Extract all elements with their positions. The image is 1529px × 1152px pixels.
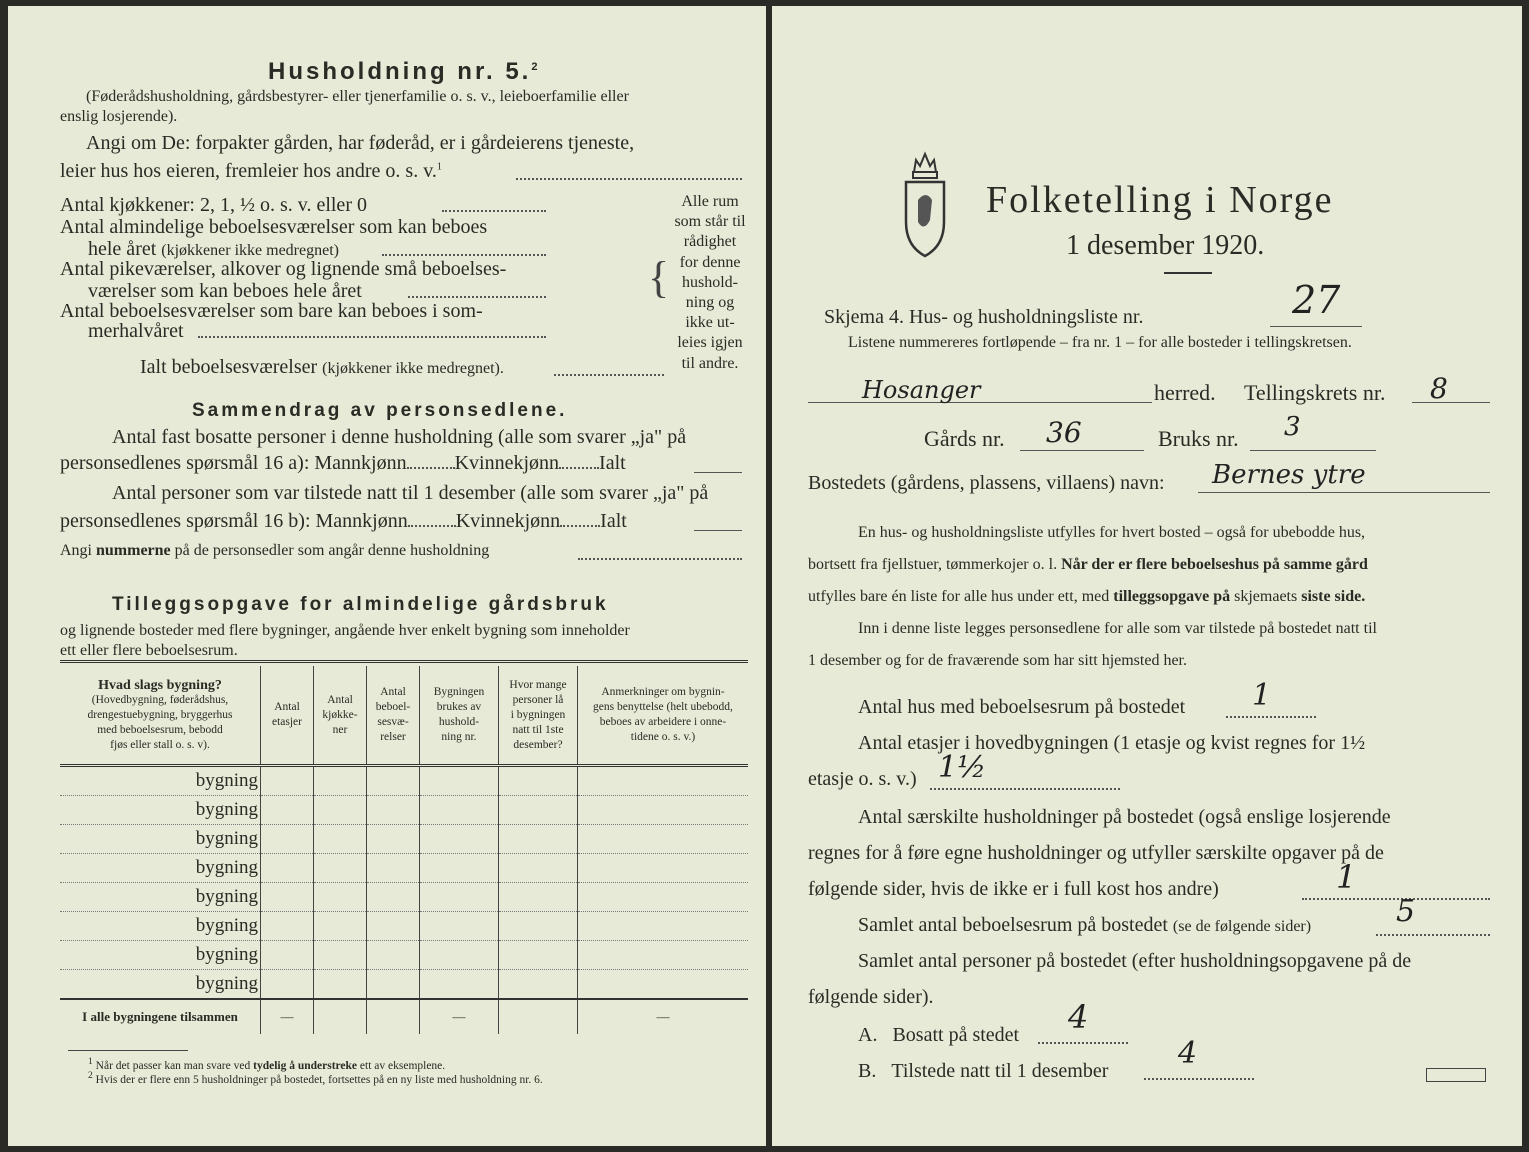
samlet-pers-label-1: Samlet antal personer på bostedet (efter husholdningsopgavene på de bbox=[858, 950, 1412, 972]
row-label: bygning bbox=[60, 825, 261, 854]
household-paren-2: enslig losjerende). bbox=[60, 108, 178, 125]
table-row bbox=[60, 912, 748, 941]
instr-line-5: 1 desember og for de fraværende som har sitt hjemsted her. bbox=[808, 652, 1187, 669]
side-note-line: hushold- bbox=[682, 273, 738, 291]
alm-label-1: Antal almindelige beboelsesværelser som kan beboes bbox=[60, 216, 488, 238]
alm-label-2: hele året (kjøkkener ikke medregnet) bbox=[88, 238, 339, 260]
brace: { bbox=[648, 253, 670, 302]
ialt-b-line bbox=[694, 530, 742, 531]
total-dash: — bbox=[578, 999, 749, 1034]
sammendrag-line-4: personsedlenes spørsmål 16 b): Mannkjønn Kvinnekjønn Ialt bbox=[60, 510, 627, 532]
sommer-label-1: Antal beboelsesværelser som bare kan beboes i som- bbox=[60, 300, 483, 322]
etasjer-label-2: etasje o. s. v.) bbox=[808, 768, 917, 790]
etasjer-dots bbox=[930, 788, 1120, 790]
building-table bbox=[60, 666, 748, 1034]
pike-dots bbox=[408, 296, 546, 298]
table-row bbox=[60, 970, 748, 1000]
angi-answer-line bbox=[516, 178, 742, 180]
footnote-2: $^2$ Hvis der er flere enn 5 husholdninger på bostedet, fortsettes på en ny liste med husholdning nr. 6. bbox=[88, 1070, 543, 1086]
bosted-value: Bernes ytre bbox=[1212, 460, 1366, 490]
total-dash: — bbox=[420, 999, 499, 1034]
saer-label-1: Antal særskilte husholdninger på bostedet (også enslige losjerende bbox=[858, 806, 1391, 828]
side-note-line: som står til bbox=[674, 213, 746, 231]
etasjer-label-1: Antal etasjer i hovedbygningen (1 etasje og kvist regnes for 1½ bbox=[858, 732, 1366, 754]
tilstede-dots bbox=[1144, 1078, 1254, 1080]
side-note-line: ikke ut- bbox=[685, 314, 735, 332]
table-total-row bbox=[60, 999, 748, 1034]
bosted-line bbox=[1198, 492, 1490, 493]
saer-label-3: følgende sider, hvis de ikke er i full kost hos andre) bbox=[808, 878, 1219, 900]
side-note-line: for denne bbox=[679, 253, 741, 271]
bosatt-label: A. Bosatt på stedet bbox=[858, 1024, 1020, 1046]
table-top-rule bbox=[60, 660, 748, 663]
instr-line-1: En hus- og husholdningsliste utfylles for hvert bosted – også for ubebodde hus, bbox=[858, 524, 1366, 541]
row-label: bygning bbox=[60, 796, 261, 825]
sammendrag-line-1: Antal fast bosatte personer i denne husholdning (alle som svarer „ja" på bbox=[112, 426, 687, 448]
col-husholdning-nr: Bygningen brukes av hushold- ning nr. bbox=[420, 666, 499, 766]
skjema-label: Skjema 4. Hus- og husholdningsliste nr. bbox=[824, 306, 1144, 328]
skjema-line bbox=[1270, 326, 1362, 327]
instr-line-4: Inn i denne liste legges personsedlene for alle som var tilstede på bostedet natt til bbox=[858, 620, 1377, 637]
ialt-rooms-dots bbox=[554, 374, 664, 376]
household-title: Husholdning nr. 5.$^2$ bbox=[268, 58, 541, 85]
coat-of-arms-icon bbox=[900, 142, 950, 262]
samlet-pers-label-2: følgende sider). bbox=[808, 986, 934, 1008]
instr-line-2: bortsett fra fjellstuer, tømmerkojer o. l. Når der er flere beboelseshus på samme gård bbox=[808, 556, 1368, 573]
pike-label-2: værelser som kan beboes hele året bbox=[88, 280, 362, 302]
table-row bbox=[60, 941, 748, 970]
col-kjokkener: Antal kjøkke- ner bbox=[314, 666, 367, 766]
samlet-rum-value: 5 bbox=[1396, 894, 1416, 929]
gards-value: 36 bbox=[1046, 416, 1082, 449]
angi-nummerne: Angi nummerne på de personsedler som angår denne husholdning bbox=[60, 542, 490, 559]
saer-label-2: regnes for å føre egne husholdninger og utfyller særskilte opgaver på de bbox=[808, 842, 1384, 864]
alm-dots bbox=[382, 254, 546, 256]
footnote-1: $^1$ Når det passer kan man svare ved tydelig å understreke ett av eksemplene. bbox=[88, 1056, 446, 1072]
bosted-label: Bostedets (gårdens, plassens, villaens) navn: bbox=[808, 472, 1165, 494]
tilstede-value: 4 bbox=[1178, 1036, 1198, 1071]
saer-value: 1 bbox=[1336, 858, 1357, 896]
listene-note: Listene nummereres fortløpende – fra nr. 1 – for alle bosteder i tellingskretsen. bbox=[848, 334, 1352, 351]
ialt-rooms-label: Ialt beboelsesværelser (kjøkkener ikke medregnet). bbox=[140, 356, 504, 378]
bruks-label: Bruks nr. bbox=[1158, 426, 1239, 451]
instr-line-3: utfylles bare én liste for alle hus under ett, med tilleggsopgave på skjemaets siste side. bbox=[808, 588, 1366, 605]
col-beboelsesvaerelser: Antal beboel- sesvæ- relser bbox=[367, 666, 420, 766]
printer-stamp bbox=[1426, 1068, 1486, 1082]
gards-label: Gårds nr. bbox=[924, 426, 1005, 451]
main-title: Folketelling i Norge bbox=[986, 179, 1334, 221]
skjema-value: 27 bbox=[1292, 278, 1341, 322]
footnote-rule bbox=[68, 1050, 188, 1051]
samlet-rum-label: Samlet antal beboelsesrum på bostedet (se de følgende sider) bbox=[858, 914, 1312, 936]
col-anmerkninger: Anmerkninger om bygnin- gens benyttelse (helt ubebodd, beboes av arbeidere i onne- tidene o. s. v.) bbox=[578, 666, 749, 766]
tillegg-line-1: og lignende bosteder med flere bygninger, angående hver enkelt bygning som inneholder bbox=[60, 622, 630, 639]
etasjer-value: 1½ bbox=[938, 750, 987, 785]
side-note-line: leies igjen bbox=[677, 334, 743, 352]
total-dash: — bbox=[261, 999, 314, 1034]
col-etasjer: Antal etasjer bbox=[261, 666, 314, 766]
side-note-line: Alle rum bbox=[681, 193, 739, 210]
col-personer: Hvor mange personer lå i bygningen natt til 1ste desember? bbox=[499, 666, 578, 766]
row-label: bygning bbox=[60, 883, 261, 912]
krets-line bbox=[1412, 402, 1490, 403]
table-row bbox=[60, 854, 748, 883]
title-rule bbox=[1164, 272, 1212, 274]
hus-label: Antal hus med beboelsesrum på bostedet bbox=[858, 696, 1186, 718]
side-note bbox=[668, 192, 752, 374]
table-row bbox=[60, 883, 748, 912]
sommer-label-2: merhalvåret bbox=[88, 320, 184, 342]
sommer-dots bbox=[198, 336, 546, 338]
col-building-type: Hvad slags bygning? (Hovedbygning, føderådshus, drengestuebygning, bryggerhus med beboelsesrum, bebodd fjøs eller stall o. s. v). bbox=[60, 666, 261, 766]
row-label: bygning bbox=[60, 854, 261, 883]
kjokken-dots bbox=[442, 210, 546, 212]
tilstede-label: B. Tilstede natt til 1 desember bbox=[858, 1060, 1109, 1082]
right-page bbox=[772, 6, 1522, 1146]
side-note-line: rådighet bbox=[683, 233, 737, 251]
side-note-line: ning og bbox=[685, 294, 735, 312]
herred-value: Hosanger bbox=[862, 376, 981, 404]
bruks-value: 3 bbox=[1284, 412, 1301, 442]
ialt-a-line bbox=[694, 472, 742, 473]
bruks-line bbox=[1250, 450, 1376, 451]
row-label: bygning bbox=[60, 941, 261, 970]
sammendrag-line-3: Antal personer som var tilstede natt til 1 desember (alle som svarer „ja" på bbox=[112, 482, 709, 504]
krets-label: Tellingskrets nr. bbox=[1244, 380, 1386, 405]
sammendrag-line-2: personsedlenes spørsmål 16 a): Mannkjønn Kvinnekjønn Ialt bbox=[60, 452, 626, 474]
bosatt-value: 4 bbox=[1068, 998, 1089, 1036]
row-label: bygning bbox=[60, 766, 261, 796]
sammendrag-title: Sammendrag av personsedlene. bbox=[192, 400, 568, 421]
hus-value: 1 bbox=[1252, 678, 1272, 713]
krets-value: 8 bbox=[1430, 372, 1448, 405]
left-page bbox=[8, 6, 766, 1146]
nummerne-dots bbox=[578, 558, 742, 560]
tillegg-line-2: ett eller flere beboelsesrum. bbox=[60, 642, 238, 659]
row-label: bygning bbox=[60, 970, 261, 1000]
angi-line-2: leier hus hos eieren, fremleier hos andre o. s. v.$^1$ bbox=[60, 160, 442, 182]
table-row bbox=[60, 825, 748, 854]
kjokken-label: Antal kjøkkener: 2, 1, ½ o. s. v. eller 0 bbox=[60, 194, 367, 216]
pike-label-1: Antal pikeværelser, alkover og lignende små beboelses- bbox=[60, 258, 507, 280]
side-note-line: til andre. bbox=[681, 354, 739, 372]
tillegg-title: Tilleggsopgave for almindelige gårdsbruk bbox=[112, 594, 609, 615]
bosatt-dots bbox=[1038, 1042, 1128, 1044]
herred-label: herred. bbox=[1154, 380, 1216, 405]
row-label: bygning bbox=[60, 912, 261, 941]
table-row bbox=[60, 766, 748, 796]
total-label: I alle bygningene tilsammen bbox=[60, 999, 261, 1034]
hus-dots bbox=[1226, 716, 1316, 718]
samlet-rum-dots bbox=[1376, 934, 1490, 936]
angi-line-1: Angi om De: forpakter gården, har føderåd, er i gårdeierens tjeneste, bbox=[86, 132, 635, 154]
gards-line bbox=[1020, 450, 1144, 451]
main-date: 1 desember 1920. bbox=[1066, 230, 1265, 261]
household-paren: (Føderådshusholdning, gårdsbestyrer- eller tjenerfamilie o. s. v., leieboerfamilie eller bbox=[86, 88, 629, 105]
table-row bbox=[60, 796, 748, 825]
